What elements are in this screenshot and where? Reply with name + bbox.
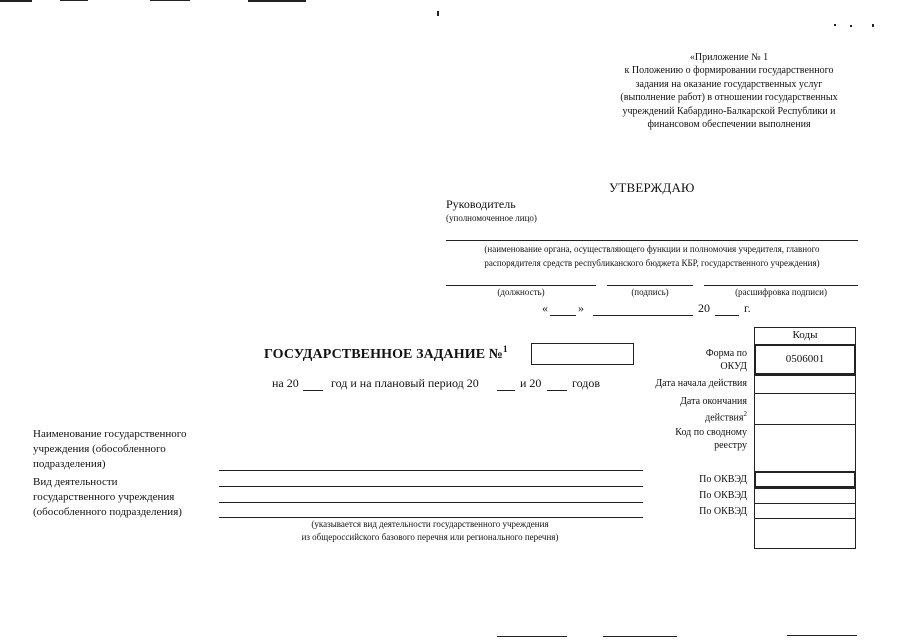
- month-field-line[interactable]: [593, 315, 693, 316]
- institution-label-line: учреждения (обособленного: [33, 443, 166, 455]
- okud-label-line: Форма по: [705, 348, 747, 359]
- activity-field-line[interactable]: [219, 486, 643, 487]
- end-date-cell[interactable]: [755, 393, 855, 424]
- year-field-line[interactable]: [303, 390, 323, 391]
- activity-field-line[interactable]: [219, 502, 643, 503]
- scan-mark: [150, 0, 190, 1]
- page-title: [264, 344, 508, 363]
- start-date-label: Дата начала действия: [655, 378, 747, 389]
- annex-line: финансовом обеспечении выполнения: [647, 119, 811, 131]
- head-label: Руководитель: [446, 197, 516, 211]
- annex-line: (выполнение работ) в отношении государственных: [620, 92, 838, 104]
- okud-label: [640, 347, 747, 373]
- okud-code-cell[interactable]: 0506001: [754, 344, 856, 375]
- scan-mark: [603, 636, 677, 637]
- scan-mark: [787, 635, 857, 636]
- institution-label-line: подразделения): [33, 458, 106, 470]
- okved-code-cell[interactable]: [755, 503, 855, 518]
- organ-caption-line: распорядителя средств республиканского бюджета КБР, государственного учреждения): [484, 257, 820, 268]
- period-suffix: годов: [572, 376, 601, 390]
- scan-mark: [850, 25, 852, 27]
- signature-caption: (подпись): [631, 287, 669, 297]
- annex-line: учреждений Кабардино-Балкарской Республики и: [622, 105, 836, 117]
- start-date-cell[interactable]: [755, 375, 855, 393]
- organ-field-line[interactable]: [446, 240, 858, 241]
- activity-label-line: государственного учреждения: [33, 491, 175, 503]
- end-date-label: [640, 395, 747, 424]
- okved-label: По ОКВЭД: [699, 490, 747, 501]
- plan-year-2-field-line[interactable]: [547, 390, 567, 391]
- date-open-quote: «: [542, 301, 548, 315]
- activity-label: [33, 475, 182, 520]
- okved-label: По ОКВЭД: [699, 474, 747, 485]
- approve-label: УТВЕРЖДАЮ: [609, 180, 695, 195]
- task-number-field[interactable]: [531, 343, 634, 365]
- activity-label-line: (обособленного подразделения): [33, 506, 182, 518]
- title-footnote: 1: [502, 344, 508, 354]
- annex-line: «Приложение № 1: [689, 52, 769, 63]
- end-date-label-line: [640, 408, 747, 424]
- scan-mark: [60, 0, 88, 1]
- extra-code-cell[interactable]: [755, 518, 855, 548]
- annex-line: к Положению о формировании государственного: [624, 65, 834, 77]
- signature-field-line[interactable]: [607, 285, 693, 286]
- position-field-line[interactable]: [446, 285, 596, 286]
- decoding-field-line[interactable]: [704, 285, 858, 286]
- scan-mark: [248, 0, 306, 2]
- scan-mark: [497, 636, 567, 637]
- end-date-footnote: 2: [743, 410, 747, 418]
- organ-caption-line: (наименование органа, осуществляющего функции и полномочия учредителя, главного: [484, 244, 820, 254]
- annex-line: задания на оказание государственных услуг: [635, 78, 823, 90]
- period-and: и 20: [520, 376, 542, 390]
- registry-label: [620, 426, 747, 452]
- day-field-line[interactable]: [550, 315, 576, 316]
- registry-code-cell[interactable]: [755, 424, 855, 471]
- activity-caption: [250, 518, 610, 544]
- year-field-line[interactable]: [715, 315, 739, 316]
- registry-label-line: Код по сводному: [675, 427, 747, 438]
- okud-label-line: ОКУД: [720, 361, 747, 372]
- end-date-label-text: действия: [705, 412, 744, 424]
- scan-mark: [437, 11, 439, 16]
- annex-header: [598, 51, 860, 131]
- codes-table: [754, 327, 856, 549]
- codes-header: Коды: [792, 329, 818, 341]
- end-date-label-line: Дата окончания: [680, 396, 747, 407]
- institution-field-line[interactable]: [219, 470, 643, 471]
- institution-label: [33, 427, 187, 472]
- decoding-caption: (расшифровка подписи): [735, 287, 827, 297]
- period-mid: год и на плановый период 20: [331, 376, 479, 390]
- head-note: (уполномоченное лицо): [446, 213, 537, 223]
- organ-caption: [446, 243, 858, 270]
- year-suffix: г.: [744, 301, 751, 315]
- activity-caption-line: из общероссийского базового перечня или регионального перечня): [301, 532, 559, 542]
- year-prefix: 20: [698, 301, 710, 315]
- position-caption: (должность): [497, 287, 545, 297]
- scan-mark: [0, 0, 32, 2]
- registry-label-line: реестру: [714, 440, 747, 451]
- title-text: ГОСУДАРСТВЕННОЕ ЗАДАНИЕ №: [264, 347, 503, 362]
- scan-mark: [834, 24, 836, 26]
- okved-code-cell[interactable]: [755, 488, 855, 503]
- plan-year-1-field-line[interactable]: [497, 390, 515, 391]
- okved-label: По ОКВЭД: [699, 506, 747, 517]
- activity-caption-line: (указывается вид деятельности государственного учреждения: [311, 519, 549, 529]
- activity-label-line: Вид деятельности: [33, 476, 118, 488]
- date-close-quote: »: [578, 301, 584, 315]
- institution-label-line: Наименование государственного: [33, 428, 187, 440]
- okved-code-cell[interactable]: [754, 471, 856, 488]
- scan-mark: [872, 24, 874, 27]
- period-prefix: на 20: [272, 376, 299, 390]
